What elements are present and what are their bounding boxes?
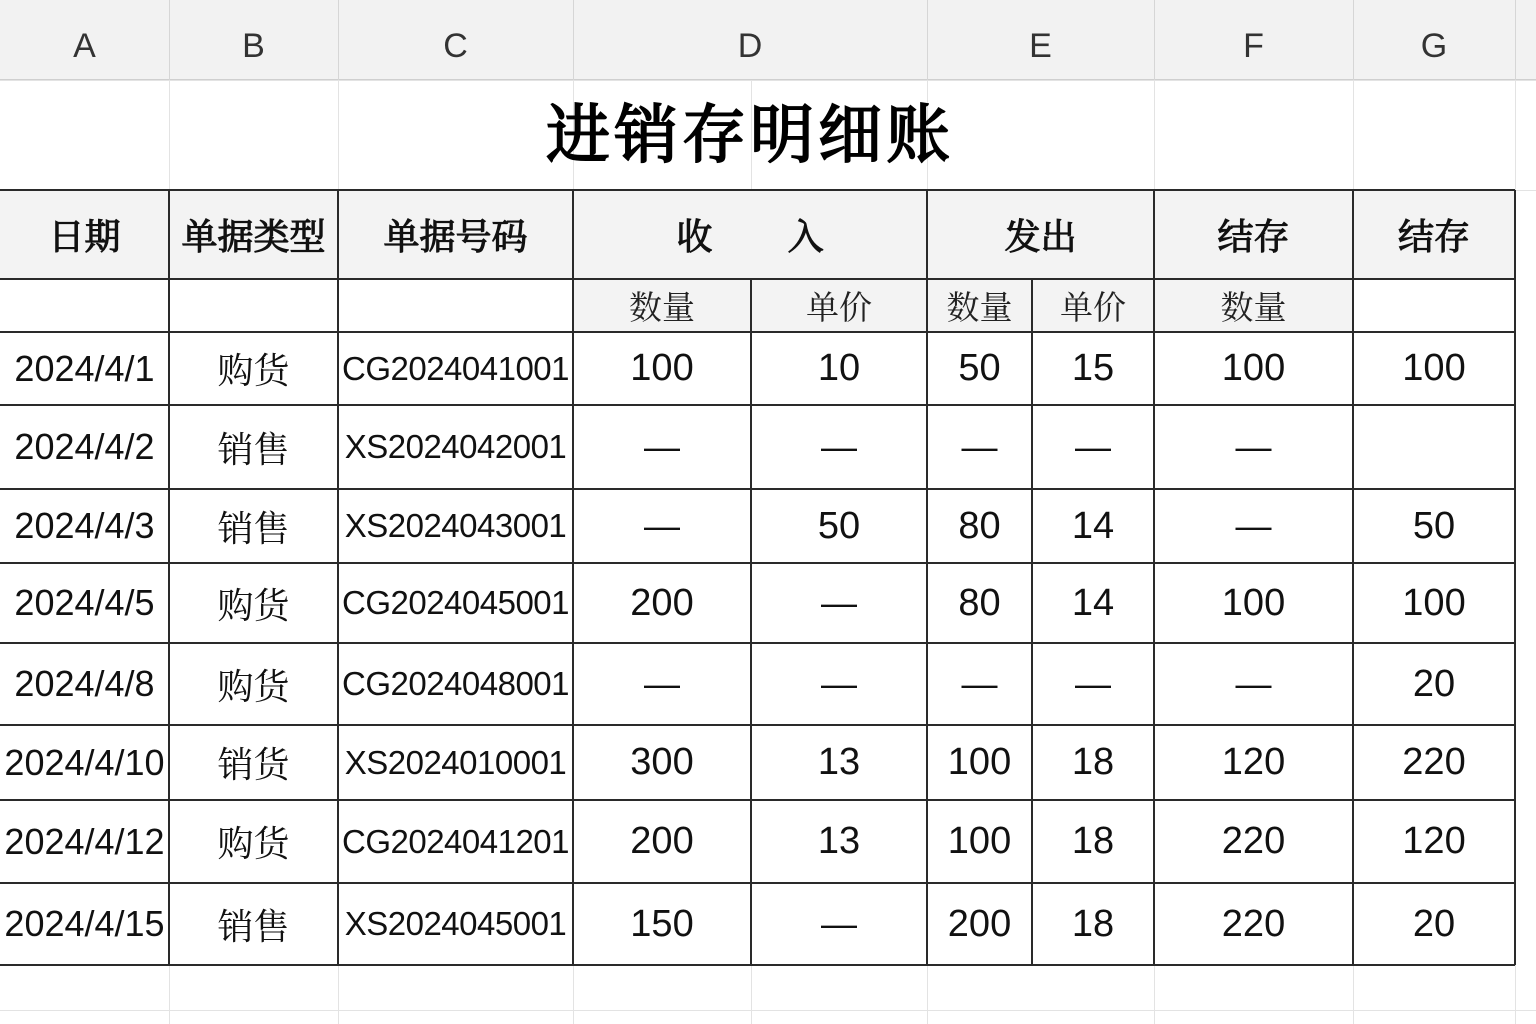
table-cell-out-price[interactable]: 14 xyxy=(1071,504,1115,547)
table-cell-type[interactable]: 购货 xyxy=(217,351,290,392)
table-cell-bal-qty[interactable]: 100 xyxy=(1221,347,1286,389)
column-header-e[interactable]: E xyxy=(1029,27,1052,65)
table-cell-type[interactable]: 购货 xyxy=(217,585,290,627)
gridline-v xyxy=(1515,80,1516,190)
header-balance-g[interactable]: 结存 xyxy=(1397,217,1470,258)
table-border-v xyxy=(572,190,574,965)
table-border-h xyxy=(0,799,1515,801)
table-border-h xyxy=(0,278,1515,280)
table-border-v xyxy=(1031,279,1033,965)
column-header-separator xyxy=(573,0,574,80)
table-cell-in-qty[interactable]: — xyxy=(644,505,680,546)
table-cell-out-price[interactable]: 18 xyxy=(1071,902,1115,945)
table-cell-out-qty[interactable]: 200 xyxy=(947,902,1012,945)
table-cell-in-qty[interactable]: 150 xyxy=(630,902,694,945)
table-cell-g[interactable]: 20 xyxy=(1412,662,1456,705)
table-cell-out-qty[interactable]: 80 xyxy=(958,504,1001,547)
table-cell-out-price[interactable]: — xyxy=(1075,426,1111,467)
subheader-income-price[interactable]: 单价 xyxy=(806,288,872,327)
table-border-v xyxy=(168,190,170,965)
table-cell-out-qty[interactable]: 100 xyxy=(947,741,1012,783)
table-cell-in-qty[interactable]: — xyxy=(644,663,680,704)
table-cell-date[interactable]: 2024/4/15 xyxy=(4,903,165,944)
table-cell-in-qty[interactable]: 200 xyxy=(630,581,694,624)
table-cell-out-qty[interactable]: 80 xyxy=(958,581,1001,624)
table-border-h xyxy=(0,331,1515,333)
table-cell-in-qty[interactable]: — xyxy=(644,426,680,467)
table-cell-g[interactable]: 220 xyxy=(1402,741,1466,783)
table-cell-in-price[interactable]: 13 xyxy=(817,741,861,783)
table-cell-date[interactable]: 2024/4/10 xyxy=(4,741,165,783)
table-border-v xyxy=(1514,190,1516,965)
table-border-v xyxy=(1153,190,1155,965)
table-cell-type[interactable]: 销售 xyxy=(217,508,290,550)
column-header-d[interactable]: D xyxy=(737,27,763,65)
gridline-v xyxy=(1154,965,1155,1024)
table-border-h xyxy=(0,882,1515,884)
table-cell-bal-qty[interactable]: — xyxy=(1235,663,1272,704)
table-cell-in-price[interactable]: 50 xyxy=(817,504,861,547)
table-border-v xyxy=(926,190,928,965)
table-cell-g[interactable]: 100 xyxy=(1402,347,1466,389)
table-cell-doc[interactable]: CG2024041201 xyxy=(341,822,570,860)
table-cell-g[interactable]: 50 xyxy=(1412,504,1456,547)
table-cell-bal-qty[interactable]: 100 xyxy=(1221,581,1286,624)
table-cell-date[interactable]: 2024/4/12 xyxy=(4,820,165,862)
table-cell-in-price[interactable]: 13 xyxy=(817,820,861,862)
table-border-v xyxy=(750,279,752,965)
table-cell-out-price[interactable]: 14 xyxy=(1071,581,1115,624)
table-cell-in-price[interactable]: — xyxy=(821,426,857,467)
table-cell-date[interactable]: 2024/4/3 xyxy=(14,505,155,546)
gridline-h xyxy=(0,1010,1536,1011)
table-cell-in-price[interactable]: — xyxy=(821,582,857,623)
gridline-h xyxy=(0,80,1536,81)
table-cell-out-price[interactable]: — xyxy=(1075,663,1111,704)
header-date[interactable]: 日期 xyxy=(48,217,121,258)
table-cell-doc[interactable]: XS2024010001 xyxy=(344,743,567,781)
subheader-balance-qty[interactable]: 数量 xyxy=(1220,288,1287,327)
table-cell-g[interactable]: 120 xyxy=(1402,820,1466,862)
header-issue[interactable]: 发出 xyxy=(1004,217,1077,258)
table-border-h xyxy=(0,724,1515,726)
table-cell-date[interactable]: 2024/4/8 xyxy=(14,663,155,704)
table-cell-bal-qty[interactable]: 220 xyxy=(1221,820,1286,862)
table-border-v xyxy=(1352,190,1354,965)
table-cell-g[interactable]: 20 xyxy=(1412,902,1456,945)
table-cell-in-price[interactable]: — xyxy=(821,663,857,704)
table-cell-out-qty[interactable]: 50 xyxy=(958,347,1001,389)
column-header-separator xyxy=(927,0,928,80)
table-cell-type[interactable]: 购货 xyxy=(217,824,290,865)
subheader-issue-price[interactable]: 单价 xyxy=(1060,288,1126,327)
column-header-separator xyxy=(1353,0,1354,80)
gridline-v xyxy=(751,965,752,1024)
table-cell-out-qty[interactable]: — xyxy=(961,426,998,467)
column-header-separator xyxy=(338,0,339,80)
column-header-separator xyxy=(1515,0,1516,80)
header-doc-no[interactable]: 单据号码 xyxy=(383,217,528,258)
table-cell-type[interactable]: 销货 xyxy=(217,745,290,786)
table-border-h xyxy=(0,964,1515,966)
table-cell-doc[interactable]: CG2024048001 xyxy=(341,665,570,702)
table-border-v xyxy=(337,190,339,965)
subheader-income-qty[interactable]: 数量 xyxy=(629,288,695,327)
table-cell-bal-qty[interactable]: 120 xyxy=(1221,741,1286,783)
gridline-v xyxy=(1515,965,1516,1024)
table-cell-type[interactable]: 购货 xyxy=(217,666,290,708)
table-border-h xyxy=(0,488,1515,490)
table-cell-in-qty[interactable]: 300 xyxy=(630,741,694,783)
table-cell-date[interactable]: 2024/4/2 xyxy=(14,426,155,467)
header-income[interactable]: 收 入 xyxy=(676,217,824,258)
table-cell-date[interactable]: 2024/4/5 xyxy=(14,582,155,623)
column-header-c[interactable]: C xyxy=(443,27,468,65)
column-header-separator xyxy=(1154,0,1155,80)
table-cell-in-price[interactable]: — xyxy=(821,903,857,944)
table-cell-g[interactable]: 100 xyxy=(1402,581,1466,624)
sheet-title: 进销存明细账 xyxy=(546,99,954,173)
table-border-h xyxy=(0,404,1515,406)
column-header-a[interactable]: A xyxy=(73,27,96,65)
table-cell-bal-qty[interactable]: 220 xyxy=(1221,902,1286,945)
table-cell-doc[interactable]: XS2024043001 xyxy=(344,507,567,544)
header-balance-f[interactable]: 结存 xyxy=(1217,217,1290,258)
table-cell-doc[interactable]: XS2024042001 xyxy=(344,428,567,465)
table-cell-in-price[interactable]: 10 xyxy=(817,347,861,389)
header-doc-type[interactable]: 单据类型 xyxy=(181,217,326,258)
gridline-v xyxy=(927,965,928,1024)
table-cell-in-qty[interactable]: 200 xyxy=(630,820,694,862)
table-cell-out-qty[interactable]: 100 xyxy=(947,820,1012,862)
table-cell-out-price[interactable]: 18 xyxy=(1071,741,1115,783)
table-cell-bal-qty[interactable]: — xyxy=(1235,426,1272,467)
column-header-b[interactable]: B xyxy=(242,27,265,65)
gridline-v xyxy=(573,965,574,1024)
table-cell-doc[interactable]: XS2024045001 xyxy=(344,905,567,942)
table-cell-type[interactable]: 销售 xyxy=(217,429,290,471)
gridline-v xyxy=(169,965,170,1024)
gridline-v xyxy=(338,965,339,1024)
table-cell-out-qty[interactable]: — xyxy=(961,663,998,704)
table-cell-type[interactable]: 销售 xyxy=(217,906,290,948)
table-cell-bal-qty[interactable]: — xyxy=(1235,505,1272,546)
column-header-f[interactable]: F xyxy=(1243,27,1264,65)
gridline-v xyxy=(1353,965,1354,1024)
table-cell-doc[interactable]: CG2024045001 xyxy=(341,584,570,621)
column-header-separator xyxy=(169,0,170,80)
subheader-issue-qty[interactable]: 数量 xyxy=(946,288,1013,327)
column-header-g[interactable]: G xyxy=(1420,27,1448,65)
table-cell-doc[interactable]: CG2024041001 xyxy=(341,349,570,387)
table-border-h xyxy=(0,189,1515,191)
table-cell-date[interactable]: 2024/4/1 xyxy=(14,347,155,389)
table-cell-out-price[interactable]: 18 xyxy=(1071,820,1115,862)
table-border-h xyxy=(0,562,1515,564)
table-cell-g[interactable] xyxy=(1353,405,1515,489)
table-cell-out-price[interactable]: 15 xyxy=(1071,347,1115,389)
table-border-h xyxy=(0,642,1515,644)
table-cell-in-qty[interactable]: 100 xyxy=(630,347,694,389)
